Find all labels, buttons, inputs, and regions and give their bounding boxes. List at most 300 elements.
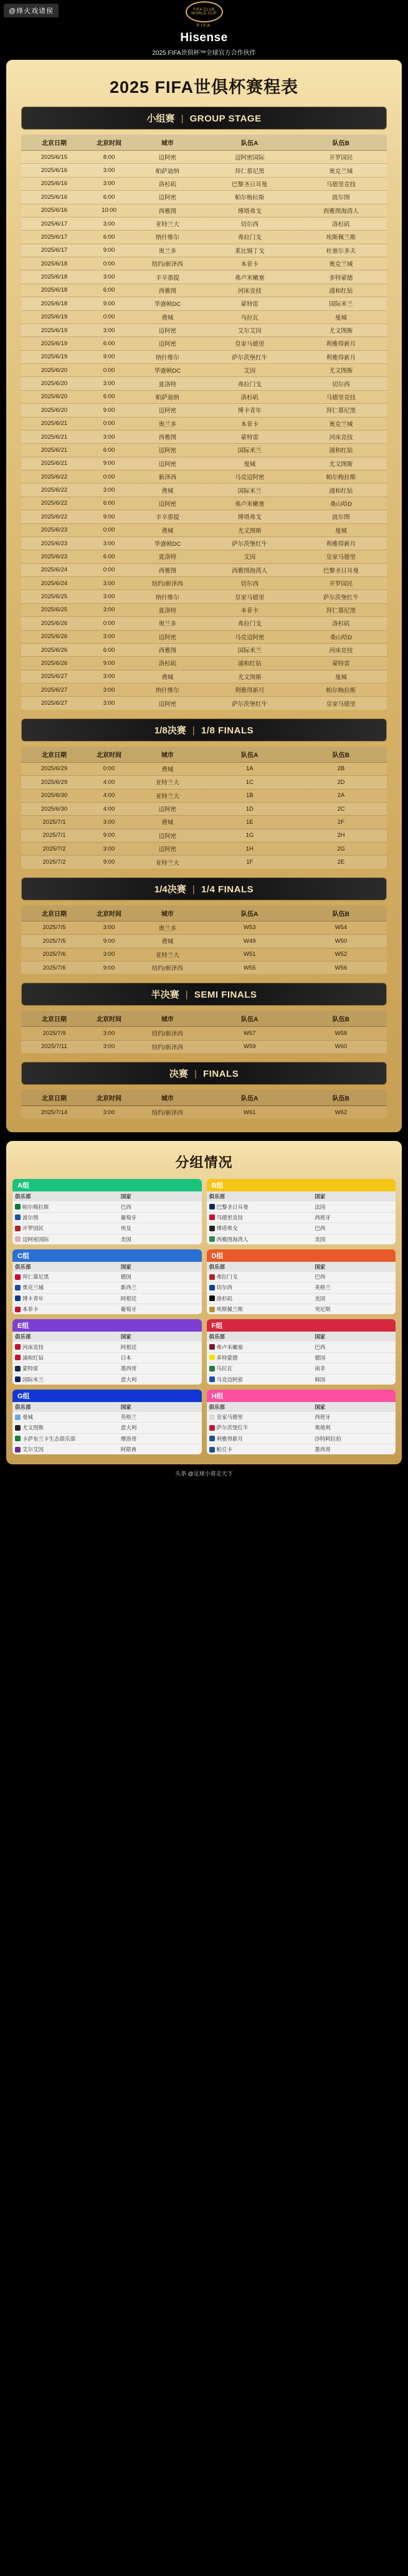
cell-date: 2025/6/19	[21, 350, 87, 363]
cell-team-b: 马德里竞技	[295, 177, 387, 190]
col-time: 北京时间	[87, 135, 131, 151]
group-team-row	[207, 1223, 396, 1234]
group-team-row	[207, 1304, 396, 1314]
cell-team-b: 2A	[295, 789, 387, 802]
team-nation: 埃及	[120, 1225, 131, 1232]
cell-city: 迈阿密	[131, 697, 204, 710]
cell-team-b: 河床竞技	[295, 430, 387, 443]
cell-time: 9:00	[87, 961, 131, 974]
table-row	[21, 323, 387, 336]
club-name: 萨尔茨堡红牛	[216, 1424, 249, 1431]
cell-city: 西雅图	[131, 204, 204, 217]
table-quarter-finals	[21, 905, 387, 975]
cell-team-a: 拜仁慕尼黑	[204, 164, 295, 177]
team-club-cell	[15, 1365, 121, 1372]
cell-team-a: 萨尔茨堡红牛	[204, 697, 295, 710]
page-title: 2025 FIFA世俱杯赛程表	[109, 78, 299, 97]
club-crest-icon	[209, 1226, 215, 1231]
club-name: 河床竞技	[22, 1343, 44, 1350]
cell-time: 4:00	[87, 789, 131, 802]
cell-time: 8:00	[87, 151, 131, 164]
team-club-cell	[15, 1446, 121, 1453]
group-team-row	[207, 1444, 396, 1454]
cell-date: 2025/6/21	[21, 430, 87, 443]
team-nation: 阿根廷	[120, 1343, 137, 1350]
cell-time: 4:00	[87, 802, 131, 815]
table-row	[21, 842, 387, 856]
table-row	[21, 630, 387, 643]
section-title-en: 1/4 FINALS	[201, 884, 254, 895]
col-time: 北京时间	[87, 905, 131, 922]
cell-team-a: 弗拉门戈	[204, 377, 295, 390]
team-nation: 英格兰	[120, 1414, 137, 1421]
cell-time: 6:00	[87, 444, 131, 457]
cell-city: 纽约/新泽西	[151, 1110, 183, 1117]
group-card	[12, 1390, 202, 1455]
table-row	[21, 337, 387, 350]
cell-time: 6:00	[87, 497, 131, 510]
cell-date: 2025/6/23	[21, 523, 87, 537]
cell-date: 2025/6/17	[21, 244, 87, 257]
cell-time: 4:00	[87, 776, 131, 789]
cell-city: 费城	[131, 762, 204, 775]
group-column-headers	[12, 1262, 202, 1272]
cell-team-b: 杜塞尔多夫	[295, 244, 387, 257]
table-row	[21, 603, 387, 616]
cell-date: 2025/6/30	[21, 789, 87, 802]
group-team-row	[12, 1234, 202, 1244]
cell-team-b: 波尔图	[295, 191, 387, 204]
table-row	[21, 484, 387, 497]
cell-time: 0:00	[87, 417, 131, 430]
club-name: 埃斯佩兰斯	[216, 1306, 244, 1313]
col-date: 北京日期	[21, 905, 87, 922]
section-title-separator: |	[194, 1069, 197, 1079]
cell-time: 3:00	[87, 323, 131, 336]
section-header-quarter-finals	[21, 877, 387, 900]
cell-date: 2025/7/6	[21, 948, 87, 961]
section-header-semi-finals	[21, 983, 387, 1006]
group-grid	[12, 1179, 396, 1454]
club-name: 巴黎圣日耳曼	[216, 1203, 249, 1210]
team-nation: 法国	[315, 1203, 326, 1210]
cell-time: 3:00	[87, 1027, 131, 1040]
cell-time: 6:00	[87, 191, 131, 204]
club-name: 曼城	[22, 1414, 34, 1421]
section-title-separator: |	[181, 113, 184, 124]
group-team-row	[12, 1423, 202, 1433]
cell-team-b: 2F	[295, 816, 387, 829]
table-row	[21, 643, 387, 656]
cell-team-b: 2C	[295, 802, 387, 815]
group-column-headers	[12, 1402, 202, 1412]
cell-date: 2025/6/26	[21, 617, 87, 630]
team-club-cell	[15, 1424, 121, 1431]
group-team-row	[12, 1434, 202, 1444]
cell-team-b: 切尔西	[295, 377, 387, 390]
cell-city: 奥兰多	[131, 617, 204, 630]
cell-team-b: 拜仁慕尼黑	[295, 404, 387, 417]
section-semi-finals	[14, 983, 394, 1053]
watermark-badge: @烽火戏诸侯	[4, 4, 59, 17]
group-card	[207, 1179, 396, 1244]
club-crest-icon	[15, 1436, 21, 1441]
cell-time: 9:00	[87, 829, 131, 842]
cell-team-b: 皇家马德里	[295, 550, 387, 563]
table-finals	[21, 1090, 387, 1119]
section-title-en: SEMI FINALS	[194, 990, 257, 1001]
cell-date: 2025/6/16	[21, 191, 87, 204]
group-name: D组	[207, 1249, 396, 1262]
table-row	[21, 191, 387, 204]
cell-team-a: 浦和红钻	[204, 657, 295, 670]
cell-city: 纳什维尔	[131, 350, 204, 363]
cell-city: 迈阿密	[131, 151, 204, 164]
col-time: 北京时间	[87, 1090, 131, 1106]
table-row	[21, 404, 387, 417]
team-club-cell	[15, 1284, 121, 1291]
club-crest-icon	[15, 1214, 21, 1220]
cell-time: 3:00	[87, 177, 131, 190]
cell-team-b: W62	[334, 1109, 348, 1116]
col-club: 俱乐部	[15, 1403, 31, 1410]
col-time: 北京时间	[87, 747, 131, 763]
cell-time: 3:00	[87, 670, 131, 683]
team-nation: 西班牙	[315, 1214, 331, 1221]
team-nation: 英格兰	[315, 1284, 331, 1291]
col-nation: 国家	[315, 1403, 326, 1410]
cell-team-b: 拜仁慕尼黑	[295, 603, 387, 616]
cell-date: 2025/6/20	[21, 390, 87, 403]
cell-team-b: 帕尔梅拉斯	[295, 684, 387, 697]
team-nation: 墨西哥	[120, 1365, 137, 1372]
group-team-row	[207, 1201, 396, 1212]
cell-team-a: 1C	[204, 776, 295, 789]
col-team-b: 队伍B	[295, 747, 387, 763]
cell-city: 纳什维尔	[131, 684, 204, 697]
team-nation: 意大利	[120, 1376, 137, 1383]
group-column-headers	[207, 1402, 396, 1412]
team-nation: 意大利	[120, 1424, 137, 1431]
fifa-logo-ring: FIFA CLUB WORLD CUP	[186, 1, 223, 22]
cell-team-b: 马德里竞技	[295, 390, 387, 403]
cell-date: 2025/6/27	[21, 670, 87, 683]
table-row	[21, 762, 387, 775]
cell-city: 纽约/新泽西	[131, 257, 204, 270]
group-team-row	[207, 1412, 396, 1423]
cell-date: 2025/6/26	[21, 630, 87, 643]
cell-team-b: 桑山哈D	[295, 630, 387, 643]
cell-date: 2025/6/22	[21, 484, 87, 497]
group-team-row	[207, 1342, 396, 1352]
table-row	[21, 670, 387, 683]
cell-date: 2025/7/9	[21, 1027, 87, 1040]
cell-date: 2025/6/29	[21, 762, 87, 775]
cell-city: 迈阿密	[131, 444, 204, 457]
groups-panel	[6, 1141, 402, 1464]
cell-date: 2025/6/24	[21, 577, 87, 590]
team-club-cell	[15, 1214, 121, 1221]
cell-date: 2025/6/27	[21, 697, 87, 710]
club-name: 博塔弗戈	[216, 1225, 238, 1232]
cell-team-b: 洛杉矶	[295, 617, 387, 630]
cell-team-b: 开罗国民	[295, 577, 387, 590]
group-team-row	[12, 1412, 202, 1423]
group-team-row	[12, 1444, 202, 1454]
cell-time: 3:00	[87, 1040, 131, 1053]
team-nation: 美国	[315, 1295, 326, 1302]
cell-city: 纽约/新泽西	[131, 577, 204, 590]
club-crest-icon	[209, 1285, 215, 1290]
team-nation: 沙特阿拉伯	[315, 1435, 341, 1442]
team-club-cell	[209, 1365, 315, 1372]
group-name: E组	[12, 1319, 202, 1332]
club-crest-icon	[209, 1274, 215, 1280]
team-nation: 葡萄牙	[120, 1214, 137, 1221]
cell-city: 亚特兰大	[131, 948, 204, 961]
cell-team-b: 尤文图斯	[295, 323, 387, 336]
cell-date: 2025/6/24	[21, 563, 87, 576]
cell-time: 3:00	[87, 684, 131, 697]
cell-date: 2025/6/17	[21, 217, 87, 230]
cell-team-a: 洛杉矶	[204, 390, 295, 403]
group-card	[12, 1249, 202, 1315]
cell-date: 2025/7/14	[40, 1109, 68, 1116]
cell-team-a: 西雅图海湾人	[204, 563, 295, 576]
col-date: 北京日期	[21, 747, 87, 763]
club-name: 西雅图海湾人	[216, 1236, 249, 1243]
group-team-row	[12, 1223, 202, 1234]
cell-city: 西雅图	[131, 643, 204, 656]
cell-date: 2025/6/22	[21, 470, 87, 484]
group-team-row	[207, 1375, 396, 1385]
cell-team-b: 洛杉矶	[295, 217, 387, 230]
cell-time: 9:00	[87, 244, 131, 257]
club-name: 弗拉门戈	[216, 1274, 238, 1281]
cell-team-a: 国际米兰	[204, 484, 295, 497]
table-header-row	[21, 1011, 387, 1027]
team-nation: 阿联酋	[120, 1446, 137, 1453]
team-club-cell	[15, 1295, 121, 1302]
cell-time: 3:00	[103, 1109, 115, 1116]
club-crest-icon	[15, 1447, 21, 1453]
cell-date: 2025/7/6	[21, 961, 87, 974]
cell-team-a: 马竞迈阿密	[204, 630, 295, 643]
cell-team-b: 波尔图	[295, 510, 387, 523]
col-team-b: 队伍B	[295, 1011, 387, 1027]
section-header-finals	[21, 1062, 387, 1085]
cell-team-a: 尤文图斯	[204, 670, 295, 683]
cell-team-a: 马竞迈阿密	[204, 470, 295, 484]
col-club: 俱乐部	[209, 1193, 225, 1200]
cell-team-b: 国际米兰	[295, 297, 387, 310]
cell-date: 2025/7/2	[21, 842, 87, 856]
team-club-cell	[209, 1446, 315, 1453]
cell-time: 9:00	[87, 457, 131, 470]
section-title-separator: |	[192, 725, 195, 736]
cell-city: 夏洛特	[131, 603, 204, 616]
cell-team-b: 2D	[295, 776, 387, 789]
cell-time: 0:00	[87, 762, 131, 775]
table-row	[21, 684, 387, 697]
cell-team-b: W58	[295, 1027, 387, 1040]
club-name: 奥克兰城	[22, 1284, 44, 1291]
cell-team-a: 国际米兰	[204, 444, 295, 457]
cell-date: 2025/6/17	[21, 231, 87, 244]
club-name: 利雅得新月	[216, 1435, 244, 1442]
cell-time: 3:00	[87, 377, 131, 390]
col-team-a: 队伍A	[204, 747, 295, 763]
club-name: 马德里竞技	[216, 1214, 244, 1221]
group-name: H组	[207, 1390, 396, 1402]
cell-date: 2025/6/30	[21, 802, 87, 815]
footer-credit: 头条 @足球小将走天下	[175, 1471, 233, 1477]
cell-time: 6:00	[87, 390, 131, 403]
table-row	[21, 497, 387, 510]
group-team-row	[12, 1201, 202, 1212]
table-row	[21, 550, 387, 563]
group-team-row	[207, 1434, 396, 1444]
col-club: 俱乐部	[15, 1263, 31, 1270]
table-row	[21, 444, 387, 457]
cell-date: 2025/6/25	[21, 590, 87, 603]
team-nation: 摩洛哥	[120, 1435, 137, 1442]
cell-city: 迈阿密	[131, 323, 204, 336]
col-date: 北京日期	[21, 1090, 87, 1106]
cell-team-a: 本菲卡	[204, 257, 295, 270]
tbody-semi-finals	[21, 1027, 387, 1053]
club-name: 皇家马德里	[216, 1414, 244, 1421]
club-crest-icon	[209, 1344, 215, 1350]
cell-time: 9:00	[87, 404, 131, 417]
cell-date: 2025/6/18	[21, 284, 87, 297]
cell-time: 3:00	[87, 603, 131, 616]
cell-city: 纽约/新泽西	[131, 961, 204, 974]
club-crest-icon	[209, 1204, 215, 1209]
table-row	[21, 217, 387, 230]
table-row	[21, 164, 387, 177]
cell-team-a: W51	[204, 948, 295, 961]
group-card	[207, 1319, 396, 1385]
col-time: 北京时间	[87, 1011, 131, 1027]
cell-time: 6:00	[87, 284, 131, 297]
cell-team-b: 2E	[295, 856, 387, 869]
table-row	[21, 776, 387, 789]
cell-city: 夏洛特	[131, 550, 204, 563]
fifa-logo	[178, 1, 231, 30]
cell-city: 亚特兰大	[131, 217, 204, 230]
club-name: 开罗国民	[22, 1225, 44, 1232]
cell-team-a: 艾因	[204, 550, 295, 563]
cell-time: 3:00	[87, 537, 131, 550]
cell-team-b: 2H	[295, 829, 387, 842]
club-crest-icon	[15, 1236, 21, 1242]
team-club-cell	[15, 1203, 121, 1211]
table-row	[21, 470, 387, 484]
section-quarter-finals	[14, 877, 394, 975]
section-title-en: GROUP STAGE	[189, 113, 262, 124]
cell-team-a: W53	[204, 921, 295, 934]
team-club-cell	[209, 1203, 315, 1211]
team-nation: 南非	[315, 1365, 326, 1372]
club-name: 多特蒙德	[216, 1354, 238, 1361]
cell-team-a: 1A	[204, 762, 295, 775]
cell-date: 2025/6/19	[21, 310, 87, 323]
club-name: 帕丘卡	[216, 1446, 233, 1453]
club-name: 切尔西	[216, 1284, 233, 1291]
cell-team-b: 河床竞技	[295, 643, 387, 656]
cell-date: 2025/6/22	[21, 497, 87, 510]
table-row	[21, 377, 387, 390]
club-crest-icon	[209, 1236, 215, 1242]
team-club-cell	[209, 1214, 315, 1221]
cell-city: 亚特兰大	[131, 789, 204, 802]
team-club-cell	[209, 1284, 315, 1291]
club-name: 本菲卡	[22, 1306, 39, 1313]
cell-city: 华盛顿DC	[131, 537, 204, 550]
table-row	[21, 816, 387, 829]
cell-team-b: 萨尔茨堡红牛	[295, 590, 387, 603]
section-group-stage	[14, 107, 394, 710]
cell-date: 2025/6/16	[21, 204, 87, 217]
cell-city: 纽约/新泽西	[131, 1027, 204, 1040]
cell-date: 2025/6/19	[21, 337, 87, 350]
table-row	[21, 270, 387, 284]
cell-date: 2025/7/1	[21, 816, 87, 829]
table-row	[21, 617, 387, 630]
schedule-panel	[6, 60, 402, 1132]
cell-date: 2025/6/26	[21, 657, 87, 670]
table-row	[21, 1040, 387, 1053]
group-column-headers	[12, 1332, 202, 1342]
table-row	[21, 802, 387, 815]
cell-time: 0:00	[87, 364, 131, 377]
table-semi-finals	[21, 1011, 387, 1053]
cell-city: 辛辛那提	[131, 270, 204, 284]
cell-date: 2025/6/19	[21, 323, 87, 336]
table-row	[21, 297, 387, 310]
team-club-cell	[209, 1424, 315, 1431]
col-city: 城市	[131, 135, 204, 151]
club-name: 马竞迈阿密	[216, 1376, 244, 1383]
section-title-cn: 半决赛	[151, 990, 179, 1001]
cell-time: 0:00	[87, 257, 131, 270]
cell-team-a: 尤文图斯	[204, 523, 295, 537]
cell-date: 2025/6/25	[21, 603, 87, 616]
cell-time: 0:00	[87, 617, 131, 630]
cell-team-b: 埃斯佩兰斯	[295, 231, 387, 244]
cell-date: 2025/6/18	[21, 257, 87, 270]
cell-team-b: 西雅图海湾人	[295, 204, 387, 217]
table-row	[21, 257, 387, 270]
cell-city: 迈阿密	[131, 457, 204, 470]
col-club: 俱乐部	[209, 1263, 225, 1270]
table-row	[21, 537, 387, 550]
cell-date: 2025/6/22	[21, 510, 87, 523]
cell-city: 奥兰多	[131, 244, 204, 257]
cell-team-a: 切尔西	[204, 217, 295, 230]
cell-team-b: 曼城	[295, 523, 387, 537]
cell-team-a: 曼城	[204, 457, 295, 470]
table-row	[21, 829, 387, 842]
section-round-of-16	[14, 718, 394, 869]
cell-team-a: 皇家马德里	[204, 590, 295, 603]
cell-date: 2025/7/5	[21, 921, 87, 934]
tbody-finals	[21, 1106, 387, 1119]
cell-team-b: 利雅得新月	[295, 537, 387, 550]
club-crest-icon	[15, 1376, 21, 1382]
group-team-row	[12, 1363, 202, 1374]
